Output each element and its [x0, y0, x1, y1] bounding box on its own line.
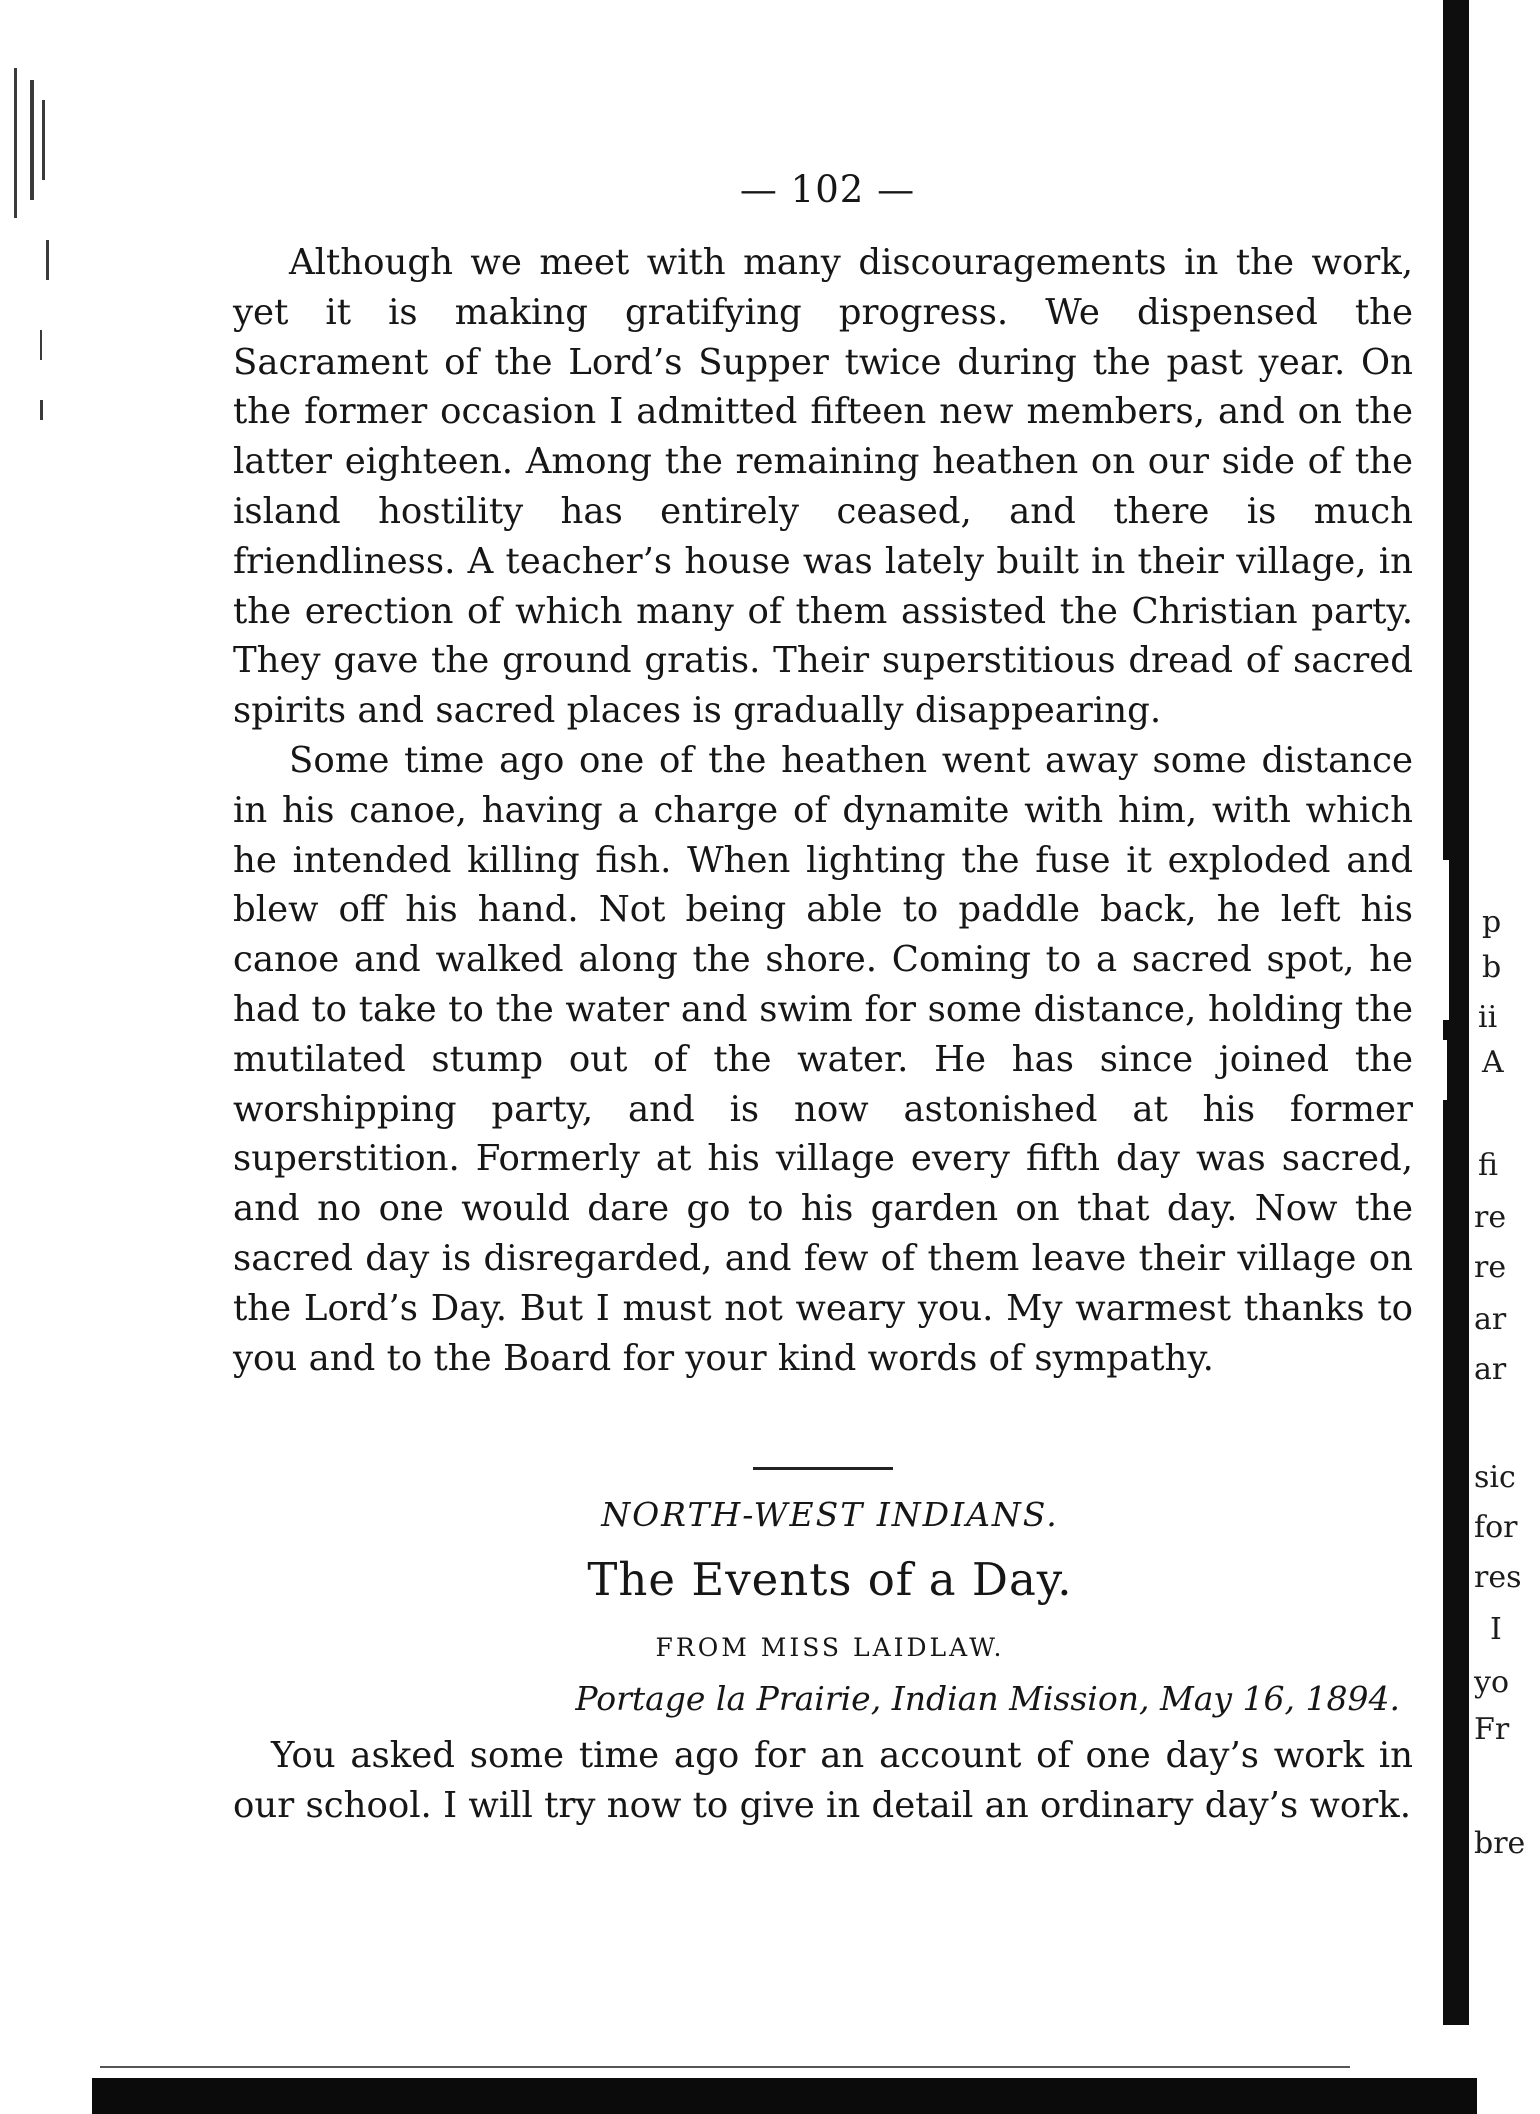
fragment: I [1490, 1612, 1502, 1647]
bottom-shadow-bar [92, 2078, 1477, 2114]
left-margin-binding-marks [0, 40, 70, 540]
fragment: for [1474, 1510, 1518, 1545]
paragraph-dynamite-story: Some time ago one of the heathen went away some distance in his canoe, having a charge of dynamite with him, with which he intended killing fish. When lighting the fuse it exploded and blew off his hand. Not being able to paddle back, he left his canoe and walked along the shore. Coming to a sacred spot, he had to take to the water and swim for some distance, holding the mutilated stump out of the water. He has since joined the worshipping party, and is now astonished at his former superstition. Formerly at his village every fifth day was sacred, and no one would dare go to his garden on that day. Now the sacred day is disregarded, and few of them leave their village on the Lord’s Day. But I must not weary you. My warmest thanks to you and to the Board for your kind words of sympathy. [233, 739, 1413, 1379]
article-title: The Events of a Day. [587, 1553, 1073, 1606]
gutter-notch [1443, 860, 1449, 1020]
page-number: — 102 — [739, 168, 916, 211]
dateline: Portage la Prairie, Indian Mission, May 16, 1894. [575, 1679, 1400, 1718]
fragment: p [1482, 905, 1502, 940]
fragment: ii [1478, 1000, 1498, 1035]
fragment: sic [1474, 1460, 1516, 1495]
article-intro [233, 1731, 1413, 1831]
fragment: bre [1474, 1826, 1526, 1861]
section-heading: NORTH-WEST INDIANS. [601, 1495, 1059, 1534]
fragment: res [1474, 1560, 1522, 1595]
binding-mark [40, 400, 43, 420]
fragment: re [1474, 1250, 1507, 1285]
fragment: fi [1478, 1148, 1499, 1183]
fragment: re [1474, 1200, 1507, 1235]
byline: FROM MISS LAIDLAW. [655, 1633, 1005, 1662]
binding-mark [40, 330, 42, 360]
fragment: A [1482, 1045, 1504, 1080]
intro-paragraph: You asked some time ago for an account of one day’s work in our school. I will try now to give in detail an ordinary day’s work. [233, 1735, 1413, 1826]
section-divider [753, 1467, 893, 1470]
fragment: ar [1474, 1352, 1507, 1387]
gutter-shadow-bar [1443, 0, 1469, 2025]
fragment: yo [1474, 1665, 1510, 1700]
fragment: ar [1474, 1302, 1507, 1337]
paragraph-discouragements: Although we meet with many discouragements in the work, yet it is making gratifying progress. We dispensed the Sacrament of the Lord’s Supper twice during the past year. On the former occasion I admitted fifteen new members, and on the latter eighteen. Among the remaining heathen on our side of the island hostility has entirely ceased, and there is much friendliness. A teacher’s house was lately built in their village, in the erection of which many of them assisted the Christian party. They gave the ground gratis. Their superstitious dread of sacred spirits and sacred places is gradually disappearing. [233, 242, 1413, 732]
fragment: Fr [1474, 1712, 1510, 1747]
gutter-notch [1443, 1040, 1447, 1100]
fragment: b [1482, 950, 1502, 985]
binding-mark [46, 240, 49, 280]
bottom-rule [100, 2066, 1350, 2068]
letter-body [233, 238, 1413, 1383]
facing-page-fragments [1474, 0, 1540, 2030]
